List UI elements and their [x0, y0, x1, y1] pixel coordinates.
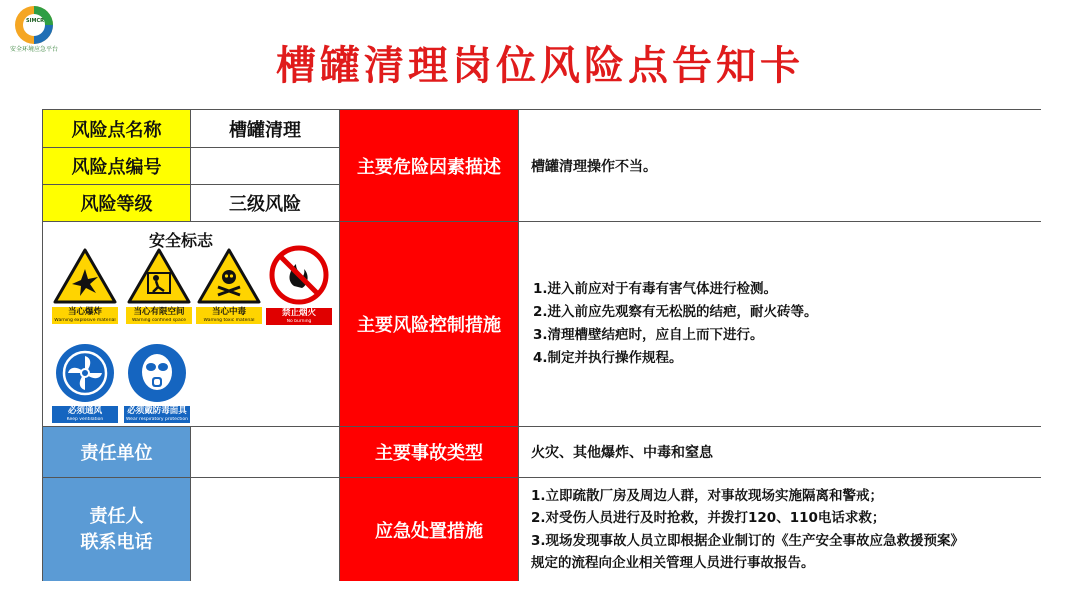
sign-sublabel: Warning toxic material — [196, 318, 262, 324]
sign-label: 当心爆炸 — [52, 307, 118, 318]
risk-card — [42, 109, 1041, 581]
safety-signs-title: 安全标志 — [149, 231, 214, 250]
contact-label-line2: 联系电话 — [80, 531, 153, 553]
explosion-warning-icon — [52, 247, 118, 305]
risk-name-label: 风险点名称 — [43, 110, 191, 148]
risk-level-value: 三级风险 — [191, 185, 340, 222]
control-item: 1.进入前应对于有毒有害气体进行检测。 — [533, 281, 778, 297]
sign-gas-mask — [124, 342, 190, 426]
risk-name-value: 槽罐清理 — [191, 110, 340, 148]
sign-confined-space — [126, 247, 192, 333]
emergency-item: 1.立即疏散厂房及周边人群，对事故现场实施隔离和警戒； — [531, 487, 884, 504]
sign-label: 必须戴防毒面具 — [124, 406, 190, 417]
emergency-item: 3.现场发现事故人员立即根据企业制订的《生产安全事故应急救援预案》 — [531, 532, 965, 549]
emergency-label: 应急处置措施 — [340, 478, 519, 581]
hazard-value: 槽罐清理操作不当。 — [519, 110, 1041, 222]
toxic-warning-icon — [196, 247, 262, 305]
sign-label: 禁止烟火 — [266, 308, 332, 319]
contact-value — [191, 478, 340, 581]
logo-inner-text: SIMCR — [26, 18, 44, 24]
sign-label: 必须通风 — [52, 406, 118, 417]
gas-mask-icon — [124, 342, 190, 404]
risk-code-label: 风险点编号 — [43, 148, 191, 185]
risk-code-value — [191, 148, 340, 185]
control-item: 2.进入前应先观察有无松脱的结疤，耐火砖等。 — [533, 304, 818, 320]
accident-type-value: 火灾、其他爆炸、中毒和窒息 — [519, 427, 1041, 478]
sign-label: 当心中毒 — [196, 307, 262, 318]
risk-level-label: 风险等级 — [43, 185, 191, 222]
confined-space-warning-icon — [126, 247, 192, 305]
sign-explosion — [52, 247, 118, 333]
contact-label-line1: 责任人 — [89, 505, 144, 527]
control-item: 3.清理槽壁结疤时，应自上而下进行。 — [533, 327, 764, 343]
sign-sublabel: Keep ventilation — [52, 417, 118, 423]
sign-sublabel: Warning explosive material — [52, 318, 118, 324]
control-label: 主要风险控制措施 — [340, 222, 519, 427]
control-item: 4.制定并执行操作规程。 — [533, 350, 683, 366]
ventilation-icon — [52, 342, 118, 404]
responsible-unit-label: 责任单位 — [43, 427, 191, 478]
sign-no-fire — [266, 244, 332, 333]
responsible-unit-value — [191, 427, 340, 478]
no-fire-icon — [266, 244, 332, 306]
sign-sublabel: No burning — [266, 319, 332, 325]
emergency-item: 规定的流程向企业相关管理人员进行事故报告。 — [531, 555, 815, 571]
sign-toxic — [196, 247, 262, 333]
control-measures — [519, 222, 1041, 427]
sign-ventilation — [52, 342, 118, 426]
hazard-label: 主要危险因素描述 — [340, 110, 519, 222]
page-title: 槽罐清理岗位风险点告知卡 — [276, 43, 804, 89]
accident-type-label: 主要事故类型 — [340, 427, 519, 478]
sign-sublabel: Wear respiratory protection — [125, 417, 189, 422]
sign-sublabel: Warning confined space — [126, 318, 192, 324]
emergency-item: 2.对受伤人员进行及时抢救，并拨打120、110电话求救； — [531, 510, 886, 526]
sign-label: 当心有限空间 — [126, 307, 192, 318]
emergency-measures — [519, 478, 1041, 581]
logo-brand-text: 安全环境应急平台 — [9, 46, 58, 53]
contact-label — [43, 478, 191, 581]
